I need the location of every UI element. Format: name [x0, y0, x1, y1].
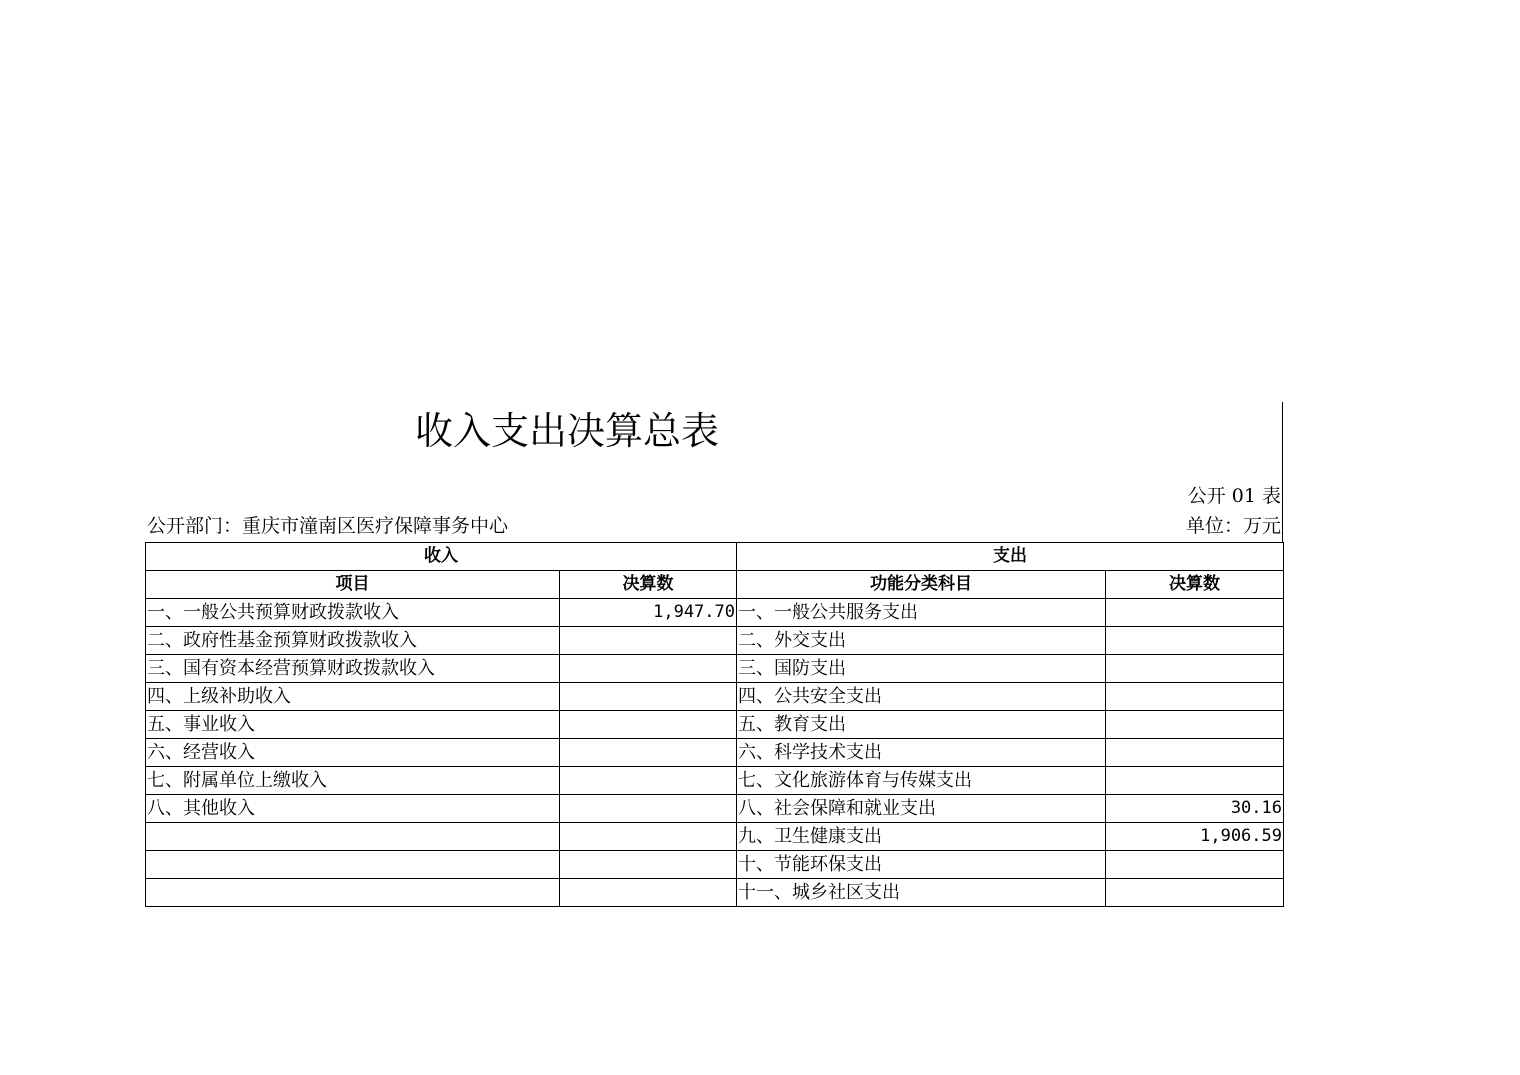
income-item-cell: 五、事业收入 — [146, 711, 560, 739]
income-section-header: 收入 — [146, 543, 737, 571]
expense-item-cell: 六、科学技术支出 — [737, 739, 1106, 767]
table-row — [146, 711, 1284, 739]
col-header-expense-amount: 决算数 — [1106, 571, 1284, 599]
income-amount-cell — [560, 795, 737, 823]
expense-amount-cell: 30.16 — [1106, 795, 1284, 823]
expense-section-header: 支出 — [737, 543, 1284, 571]
income-item-cell: 八、其他收入 — [146, 795, 560, 823]
expense-amount-cell — [1106, 739, 1284, 767]
income-amount-cell — [560, 823, 737, 851]
expense-amount-cell — [1106, 599, 1284, 627]
income-amount-cell — [560, 711, 737, 739]
unit-label: 单位：万元 — [1185, 515, 1281, 537]
income-amount-cell — [560, 627, 737, 655]
table-row — [146, 739, 1284, 767]
expense-item-cell: 二、外交支出 — [737, 627, 1106, 655]
table-row — [146, 879, 1284, 907]
expense-item-cell: 一、一般公共服务支出 — [737, 599, 1106, 627]
col-header-item: 项目 — [146, 571, 560, 599]
income-amount-cell — [560, 655, 737, 683]
expense-item-cell: 七、文化旅游体育与传媒支出 — [737, 767, 1106, 795]
income-item-cell: 四、上级补助收入 — [146, 683, 560, 711]
column-header-row — [146, 571, 1284, 599]
table-row — [146, 655, 1284, 683]
expense-amount-cell — [1106, 711, 1284, 739]
table-row — [146, 767, 1284, 795]
table-row — [146, 683, 1284, 711]
section-header-row — [146, 543, 1284, 571]
income-item-cell — [146, 851, 560, 879]
table-row — [146, 823, 1284, 851]
income-item-cell: 三、国有资本经营预算财政拨款收入 — [146, 655, 560, 683]
table-row — [146, 627, 1284, 655]
income-item-cell: 二、政府性基金预算财政拨款收入 — [146, 627, 560, 655]
table-row — [146, 851, 1284, 879]
page-title — [145, 402, 1283, 462]
income-amount-cell: 1,947.70 — [560, 599, 737, 627]
expense-item-cell: 十、节能环保支出 — [737, 851, 1106, 879]
expense-item-cell: 九、卫生健康支出 — [737, 823, 1106, 851]
expense-item-cell: 八、社会保障和就业支出 — [737, 795, 1106, 823]
income-item-cell: 七、附属单位上缴收入 — [146, 767, 560, 795]
page-title-text: 收入支出决算总表 — [414, 409, 719, 453]
expense-amount-cell — [1106, 627, 1284, 655]
expense-amount-cell — [1106, 683, 1284, 711]
expense-amount-cell — [1106, 767, 1284, 795]
income-item-cell: 一、一般公共预算财政拨款收入 — [146, 599, 560, 627]
income-item-cell — [146, 879, 560, 907]
table-row — [146, 795, 1284, 823]
form-number: 公开 01 表 — [1187, 485, 1281, 507]
income-amount-cell — [560, 879, 737, 907]
expense-item-cell: 五、教育支出 — [737, 711, 1106, 739]
department-label: 公开部门：重庆市潼南区医疗保障事务中心 — [147, 515, 509, 537]
expense-amount-cell — [1106, 851, 1284, 879]
expense-item-cell: 四、公共安全支出 — [737, 683, 1106, 711]
expense-item-cell: 十一、城乡社区支出 — [737, 879, 1106, 907]
income-item-cell — [146, 823, 560, 851]
col-header-function: 功能分类科目 — [737, 571, 1106, 599]
income-amount-cell — [560, 851, 737, 879]
income-item-cell: 六、经营收入 — [146, 739, 560, 767]
col-header-income-amount: 决算数 — [560, 571, 737, 599]
expense-amount-cell — [1106, 655, 1284, 683]
table-row — [146, 599, 1284, 627]
report-sheet — [145, 402, 1283, 912]
income-amount-cell — [560, 739, 737, 767]
income-amount-cell — [560, 683, 737, 711]
income-amount-cell — [560, 767, 737, 795]
expense-amount-cell: 1,906.59 — [1106, 823, 1284, 851]
income-expense-table — [145, 542, 1284, 907]
expense-amount-cell — [1106, 879, 1284, 907]
expense-item-cell: 三、国防支出 — [737, 655, 1106, 683]
